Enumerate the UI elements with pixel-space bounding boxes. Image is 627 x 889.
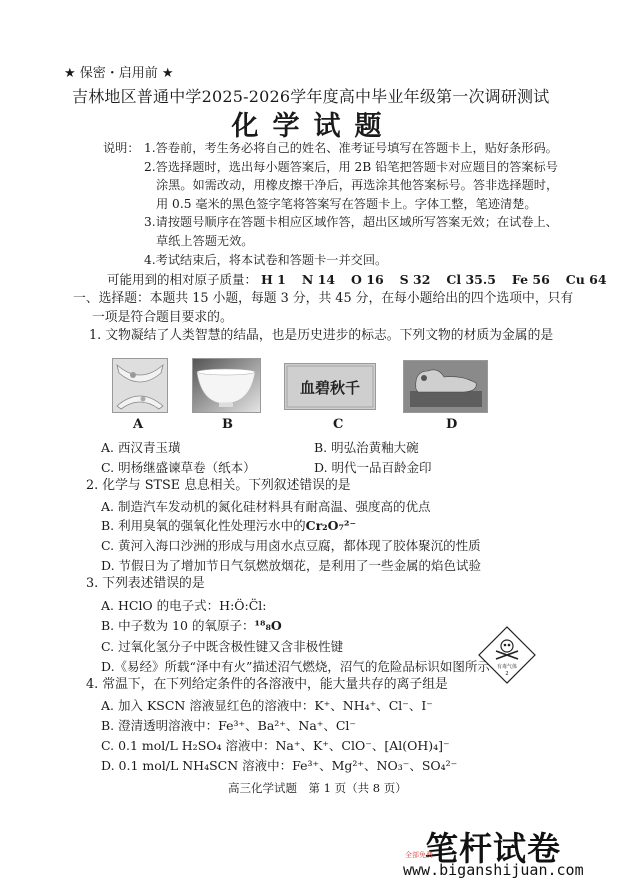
q2-option-c: C. 黄河入海口沙洲的形成与用卤水点豆腐，都体现了胶体聚沉的性质 — [101, 538, 481, 553]
instruction-item: 涂黑。如需改动，用橡皮擦干净后，再选涂其他答案标号。答非选择题时， — [156, 178, 559, 193]
question-1-stem: 1. 文物凝结了人类智慧的结晶，也是历史进步的标志。下列文物的材质为金属的是 — [89, 328, 554, 343]
atomic-mass: H 1 — [261, 272, 286, 287]
image-label-a: A — [133, 417, 144, 432]
artifact-image-b — [192, 358, 261, 413]
q2-option-a: A. 制造汽车发动机的氮化硅材料具有耐高温、强度高的优点 — [101, 499, 431, 514]
atomic-masses-label: 可能用到的相对原子质量： — [107, 272, 258, 287]
hazard-class-number: 2 — [505, 671, 509, 677]
instruction-item: 1.答卷前，考生务必将自己的姓名、准考证号填写在答题卡上，贴好条形码。 — [144, 141, 558, 155]
q2-option-b — [101, 516, 356, 534]
q3-option-c: C. 过氧化氢分子中既含极性键又含非极性键 — [101, 639, 344, 654]
atomic-masses — [107, 270, 619, 288]
atomic-mass: Fe 56 — [511, 272, 550, 287]
section-heading — [73, 289, 573, 327]
electron-formula: H:Ö:C̈l: — [219, 598, 267, 613]
q1-option-d: D. 明代一品百龄金印 — [314, 460, 432, 475]
question-3-stem: 3. 下列表述错误的是 — [86, 576, 205, 591]
svg-text:血碧秋千: 血碧秋千 — [299, 379, 361, 397]
atomic-mass: O 16 — [351, 272, 384, 287]
image-label-d: D — [446, 417, 458, 432]
q4-option-d: D. 0.1 mol/L NH₄SCN 溶液中：Fe³⁺、Mg²⁺、NO₃⁻、SO₄²⁻ — [101, 758, 458, 773]
page-footer: 高三化学试题 第 1 页（共 8 页） — [228, 781, 407, 795]
section-heading-line: 一项是符合题目要求的。 — [92, 310, 233, 325]
q2-option-d: D. 节假日为了增加节日气氛燃放烟花，是利用了一些金属的焰色试验 — [101, 558, 482, 573]
q1-option-c: C. 明杨继盛谏草卷（纸本） — [101, 460, 256, 475]
instruction-item: 草纸上答题无效。 — [156, 233, 254, 248]
isotope-formula: ¹⁸₈O — [254, 618, 282, 633]
image-label-b: B — [222, 417, 233, 432]
atomic-mass: Cu 64 — [565, 272, 607, 287]
q2-option-b-text: B. 利用臭氧的强氧化性处理污水中的 — [101, 518, 306, 533]
instructions-label: 说明： — [103, 141, 140, 155]
q3-option-d: D.《易经》所载“泽中有火”描述沼气燃烧，沼气的危险品标识如图所示 — [101, 659, 490, 674]
atomic-mass: N 14 — [301, 272, 336, 287]
question-2-stem: 2. 化学与 STSE 息息相关。下列叙述错误的是 — [86, 478, 351, 493]
q3-option-a-text: A. HClO 的电子式： — [101, 598, 220, 613]
exam-title: 吉林地区普通中学2025-2026学年度高中毕业年级第一次调研测试 — [72, 87, 550, 106]
q4-option-b: B. 澄清透明溶液中：Fe³⁺、Ba²⁺、Na⁺、Cl⁻ — [101, 718, 357, 733]
q1-option-a: A. 西汉青玉璜 — [101, 440, 181, 455]
instructions — [103, 139, 558, 269]
dichromate-formula: Cr₂O₇²⁻ — [305, 518, 357, 533]
instruction-item: 用 0.5 毫米的黑色签字笔将答案写在答题卡上。字体工整，笔迹清楚。 — [156, 196, 537, 211]
instruction-item: 4.考试结束后，将本试卷和答题卡一并交回。 — [144, 252, 388, 267]
atomic-mass: S 32 — [399, 272, 431, 287]
toxic-gas-hazard-icon — [478, 626, 536, 684]
instruction-item: 3.请按题号顺序在答题卡相应区域作答，超出区域所写答案无效；在试卷上、 — [144, 215, 558, 230]
q4-option-a: A. 加入 KSCN 溶液显红色的溶液中：K⁺、NH₄⁺、Cl⁻、I⁻ — [101, 698, 433, 713]
q3-option-a — [101, 596, 267, 614]
instruction-item: 2.答选择题时，选出每小题答案后，用 2B 铅笔把答题卡对应题目的答案标号 — [144, 159, 558, 174]
q3-option-b — [101, 616, 282, 634]
hazard-label-text: 有毒气体 — [496, 664, 517, 670]
section-heading-line: 一、选择题：本题共 15 小题，每题 3 分，共 45 分，在每小题给出的四个选项中，只有 — [73, 291, 574, 306]
image-label-c: C — [333, 417, 344, 432]
artifact-image-d — [403, 360, 488, 413]
q3-option-b-text: B. 中子数为 10 的氧原子： — [101, 618, 255, 633]
confidential-label: ★ 保密・启用前 ★ — [64, 66, 174, 81]
watermark-url[interactable]: www.biganshijuan.com — [403, 861, 584, 879]
watermark-brand: 笔杆试卷 — [425, 829, 561, 868]
watermark-tag: 全部免费 — [405, 851, 433, 859]
q1-option-b: B. 明弘治黄釉大碗 — [314, 440, 419, 455]
atomic-mass: Cl 35.5 — [446, 272, 496, 287]
question-4-stem: 4. 常温下，在下列给定条件的各溶液中，能大量共存的离子组是 — [86, 677, 448, 692]
artifact-image-a — [112, 358, 168, 413]
q4-option-c: C. 0.1 mol/L H₂SO₄ 溶液中：Na⁺、K⁺、ClO⁻、[Al(OH)₄]⁻ — [101, 738, 450, 753]
subject-title: 化学试题 — [231, 111, 396, 142]
artifact-image-c — [284, 363, 376, 410]
